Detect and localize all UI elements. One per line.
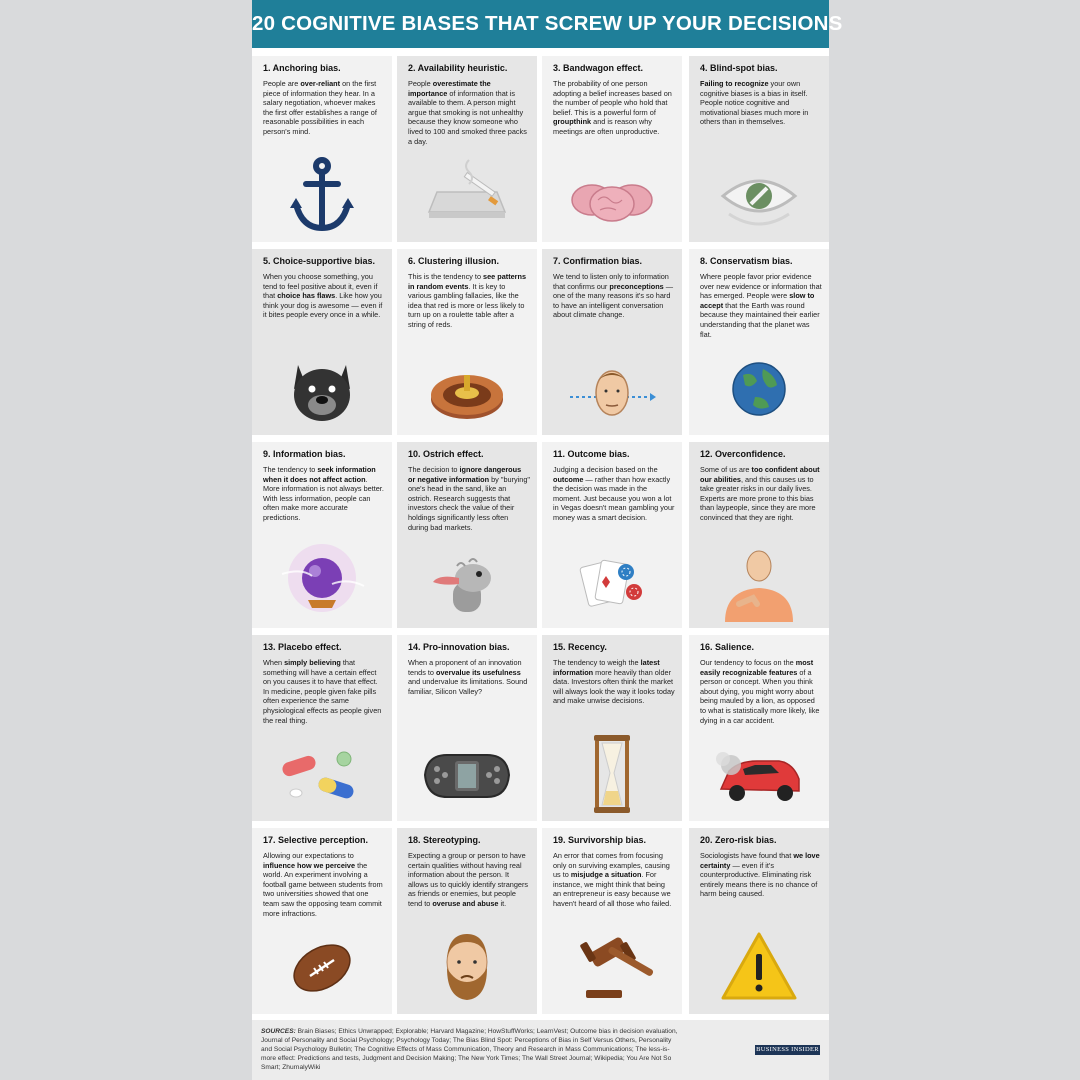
page-title: 20 COGNITIVE BIASES THAT SCREW UP YOUR DECISIONS xyxy=(252,0,829,48)
bias-text: Sociologists have found that xyxy=(700,851,794,860)
bias-text: We tend to listen only to information that confirms our xyxy=(553,272,669,291)
bias-emphasis: choice has flaws xyxy=(277,291,336,301)
footer xyxy=(252,1020,829,1080)
bias-emphasis: overvalue its usefulness xyxy=(436,667,521,677)
bias-text: on the first piece of information they hear. In a salary negotiation, whoever makes the first offer establishes a range of reasonable possibilities in each person's mind. xyxy=(263,79,377,136)
bias-emphasis: overestimate the importance xyxy=(408,79,491,98)
bias-title: 5. Choice-supportive bias. xyxy=(263,256,376,266)
roulette-icon xyxy=(417,345,517,431)
bias-text: Expecting a group or person to have certain qualities without having real information about the person. It allows us to quickly identify strangers as friends or enemies, but people tend to xyxy=(408,851,529,908)
bias-description xyxy=(553,79,675,137)
bias-emphasis: see patterns in random events xyxy=(408,272,527,291)
bias-text: that something will have a certain effect on you causes it to have that effect. In medicine, people given fake pills often experience the same physiological effects as people given the real thing. xyxy=(263,658,382,725)
bias-description xyxy=(263,658,385,725)
bias-title: 10. Ostrich effect. xyxy=(408,449,484,459)
bias-emphasis: Failing to recognize xyxy=(700,79,769,88)
eye-icon xyxy=(709,152,809,238)
bias-card xyxy=(397,442,537,628)
bias-description xyxy=(700,465,822,523)
bias-description xyxy=(263,272,385,320)
bias-text: of a person or concept. When you think about dying, you might worry about being mauled by a lion, as opposed to what is statistically more likely, like dying in a car accident. xyxy=(700,667,820,725)
bias-title: 7. Confirmation bias. xyxy=(553,256,643,266)
bias-description xyxy=(408,851,530,909)
bias-card xyxy=(252,249,392,435)
globe-icon xyxy=(709,345,809,431)
bias-text: and is reason why meetings are often unproductive. xyxy=(553,117,660,136)
bias-emphasis: most easily recognizable features xyxy=(700,658,814,677)
bias-card xyxy=(542,442,682,628)
crashed-car-icon xyxy=(709,731,809,817)
business-insider-logo: BUSINESS INSIDER xyxy=(756,1046,819,1053)
bias-emphasis: influence how we perceive xyxy=(263,860,356,870)
ostrich-icon xyxy=(417,538,517,624)
bias-description xyxy=(553,465,675,523)
bias-text: When xyxy=(263,658,285,667)
bias-emphasis: too confident about our abilities xyxy=(700,465,820,484)
pills-icon xyxy=(272,731,372,817)
bias-text: . For instance, we might think that being an entrepreneur is easy because we haven't heard of all those who failed. xyxy=(553,870,672,908)
bias-emphasis: groupthink xyxy=(553,117,592,127)
bias-description xyxy=(700,658,822,725)
bias-card xyxy=(397,249,537,435)
bias-title: 1. Anchoring bias. xyxy=(263,63,341,73)
bias-description xyxy=(263,851,385,918)
bias-description xyxy=(553,272,675,320)
bias-card xyxy=(252,56,392,242)
bias-card xyxy=(542,828,682,1014)
bias-emphasis: latest information xyxy=(553,658,660,677)
football-icon xyxy=(272,924,372,1010)
ashtray-icon xyxy=(417,152,517,238)
bias-text: The tendency to xyxy=(263,465,318,474)
bias-emphasis: over-reliant xyxy=(300,79,341,88)
bias-text: Judging a decision based on the xyxy=(553,465,658,474)
bias-text: your own cognitive biases is a bias in itself. People notice cognitive and motivational biases much more in others than in themselves. xyxy=(700,79,809,127)
bias-text: . More information is not always better. With less information, people can often make more accurate predictions. xyxy=(263,474,384,522)
sources xyxy=(261,1028,681,1073)
bias-title: 8. Conservatism bias. xyxy=(700,256,793,266)
bias-emphasis: overuse and abuse xyxy=(432,898,499,908)
bias-card xyxy=(397,828,537,1014)
bias-description xyxy=(553,851,675,909)
phone-icon xyxy=(417,731,517,817)
bias-text: the world. An experiment involving a football game between students from two universities showed that one team saw the opposing team commit more infractions. xyxy=(263,860,383,918)
bias-text: of information that is available to them. A person might argue that smoking is not unhealthy because they know someone who lived to 100 and smoked three packs a day. xyxy=(408,88,527,146)
bias-title: 17. Selective perception. xyxy=(263,835,369,845)
bias-description xyxy=(700,272,822,339)
bias-text: , and this causes us to take greater risks in our daily lives. Experts are more prone to this bias than laypeople, since they are more convinced that they are right. xyxy=(700,474,816,522)
gavel-icon xyxy=(562,924,662,1010)
bias-description xyxy=(408,272,530,330)
infographic xyxy=(252,0,843,1080)
bias-text: by "burying" one's head in the sand, like an ostrich. Research suggests that investors check the value of their holdings significantly less often during bad markets. xyxy=(408,474,530,532)
bias-description xyxy=(263,465,385,523)
bias-text: that the Earth was round because they maintained their earlier understanding that the planet was flat. xyxy=(700,300,820,339)
bias-card xyxy=(397,635,537,821)
bias-text: When a proponent of an innovation tends to xyxy=(408,658,522,677)
bias-description xyxy=(553,658,675,706)
bias-title: 19. Survivorship bias. xyxy=(553,835,647,845)
bias-emphasis: outcome xyxy=(553,474,584,484)
bias-text: When you choose something, you tend to feel positive about it, even if that xyxy=(263,272,378,301)
bias-description xyxy=(408,658,530,696)
bias-card xyxy=(689,249,829,435)
bias-title: 4. Blind-spot bias. xyxy=(700,63,778,73)
bias-card xyxy=(397,56,537,242)
bias-title: 12. Overconfidence. xyxy=(700,449,786,459)
bias-emphasis: misjudge a situation xyxy=(570,870,642,880)
bias-text: Allowing our expectations to xyxy=(263,851,354,860)
bias-text: People are xyxy=(263,79,301,88)
bias-text: . It is key to various gambling fallacies, like the idea that red is more or less likely to turn up on a roulette table after a string of reds. xyxy=(408,281,525,329)
bias-text: Where people favor prior evidence over new evidence or information that has emerged. People were xyxy=(700,272,822,301)
dog-icon xyxy=(272,345,372,431)
bias-emphasis: seek information when it does not affect action xyxy=(263,465,376,484)
bias-card xyxy=(689,828,829,1014)
bias-title: 9. Information bias. xyxy=(263,449,346,459)
bias-card xyxy=(689,635,829,821)
bias-title: 3. Bandwagon effect. xyxy=(553,63,644,73)
bias-text: An error that comes from focusing only on surviving examples, causing us to xyxy=(553,851,670,880)
sources-label: SOURCES: xyxy=(261,1028,296,1035)
bias-text: This is the tendency to xyxy=(408,272,484,281)
brains-icon xyxy=(562,152,662,238)
hourglass-icon xyxy=(562,731,662,817)
bias-card xyxy=(542,635,682,821)
bias-card xyxy=(542,249,682,435)
bias-text: and undervalue its limitations. Sound familiar, Silicon Valley? xyxy=(408,677,528,696)
bias-text: The probability of one person adopting a belief increases based on the number of people who hold that belief. This is a powerful form of xyxy=(553,79,672,117)
cards-chips-icon xyxy=(562,538,662,624)
bias-title: 20. Zero-risk bias. xyxy=(700,835,777,845)
bias-description xyxy=(700,79,822,127)
bias-card xyxy=(689,442,829,628)
bias-text: — even if it's counterproductive. Eliminating risk entirely means there is no chance of harm being caused. xyxy=(700,860,818,899)
bias-text: Our tendency to focus on the xyxy=(700,658,796,667)
bearded-man-icon xyxy=(417,924,517,1010)
bias-text: People xyxy=(408,79,433,88)
bias-text: The tendency to weigh the xyxy=(553,658,641,667)
bias-emphasis: ignore dangerous or negative information xyxy=(408,465,522,484)
bias-title: 14. Pro-innovation bias. xyxy=(408,642,510,652)
sources-text: Brain Biases; Ethics Unwrapped; Explorable; Harvard Magazine; HowStuffWorks; LearnVest; Outcome bias in decision evaluation, Journal of Personality and Social Psychology; Psychology Today; The Bias Blind Spot: Perceptions of Bias in Self Versus Others, Personality and Social Psychology Bulletin; The Cognitive Effects of Mass Communication, Theory and Research in Mass Communications; The less-is-more effect: Predictions and tests, Judgment and Decision Making; The New York Times; The Wall Street Journal; Wikipedia; You Are Not So Smart; ZhurnalyWiki xyxy=(261,1028,678,1071)
bias-text: Some of us are xyxy=(700,465,752,474)
bias-text: . Like how you think your dog is awesome — even if it bites people every once in a while. xyxy=(263,291,383,320)
bias-title: 2. Availability heuristic. xyxy=(408,63,508,73)
bias-description xyxy=(408,79,530,146)
bias-text: The decision to xyxy=(408,465,460,474)
bias-description xyxy=(700,851,822,899)
bias-emphasis: preconceptions xyxy=(609,281,664,291)
bias-emphasis: simply believing xyxy=(284,658,341,667)
bias-title: 13. Placebo effect. xyxy=(263,642,342,652)
bias-emphasis: slow to accept xyxy=(700,291,815,310)
bias-title: 15. Recency. xyxy=(553,642,607,652)
head-icon xyxy=(562,345,662,431)
bias-card xyxy=(252,442,392,628)
bias-title: 18. Stereotyping. xyxy=(408,835,481,845)
bias-card xyxy=(689,56,829,242)
confident-man-icon xyxy=(709,538,809,624)
bias-emphasis: we love certainty xyxy=(700,851,820,870)
warning-icon xyxy=(709,924,809,1010)
bias-description xyxy=(263,79,385,137)
bias-description xyxy=(408,465,530,532)
bias-title: 16. Salience. xyxy=(700,642,755,652)
bias-title: 11. Outcome bias. xyxy=(553,449,630,459)
bias-card xyxy=(252,828,392,1014)
bias-text: more heavily than older data. Investors often think the market will always look the way it looks today and make unwise decisions. xyxy=(553,667,675,706)
bias-text: it. xyxy=(498,898,507,908)
bias-text: — rather than how exactly the decision was made in the moment. Just because you won a lot in Vegas doesn't mean gambling your money was a smart decision. xyxy=(553,474,675,522)
bias-card xyxy=(252,635,392,821)
bias-title: 6. Clustering illusion. xyxy=(408,256,500,266)
bias-card xyxy=(542,56,682,242)
bias-text: — one of the many reasons it's so hard to have an intelligent conversation about climate change. xyxy=(553,281,674,320)
anchor-icon xyxy=(272,152,372,238)
crystal-ball-icon xyxy=(272,538,372,624)
